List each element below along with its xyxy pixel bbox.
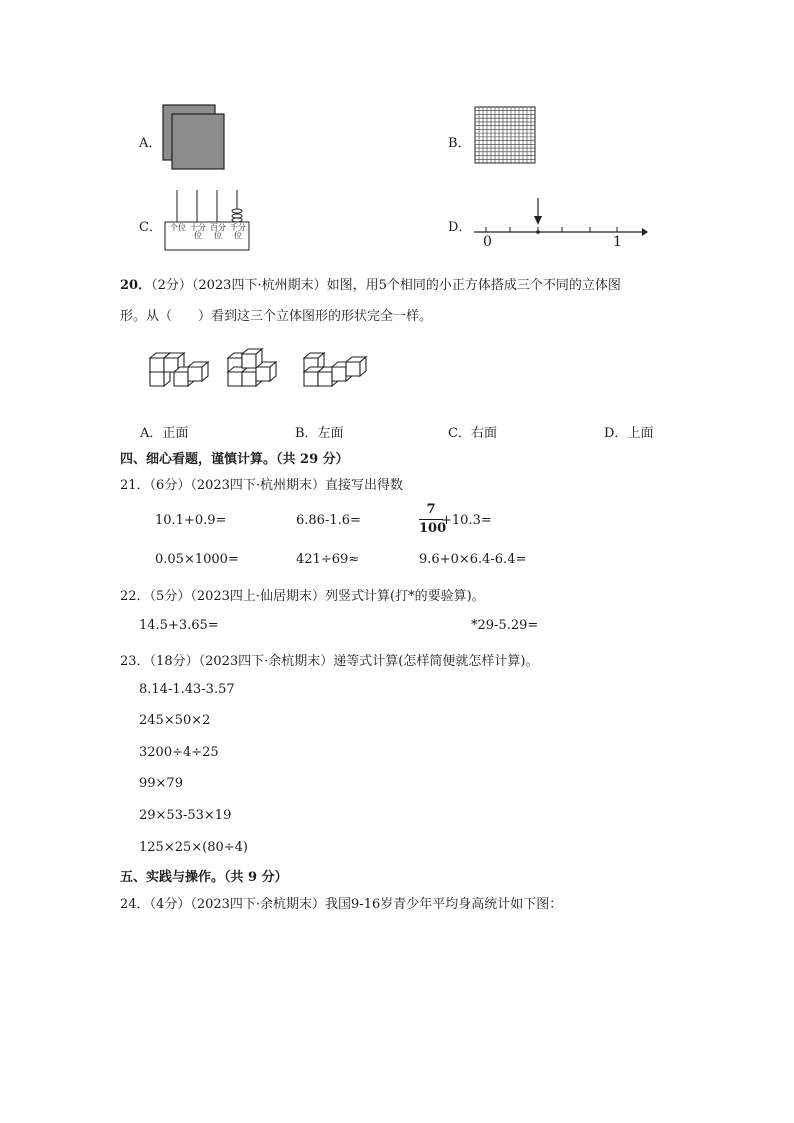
q20-text-line2: 形。从（ ）看到这三个立体图形的形状完全一样。 — [120, 309, 433, 324]
q21-item-2: 6.86-1.6= — [296, 513, 361, 528]
place-label-hundredths: 百分位 — [210, 223, 226, 240]
q20-text-line1: （2分）（2023四下·杭州期末）如图，用5个相同的小正方体搭成三个不同的立体图 — [151, 278, 621, 293]
q20-option-c[interactable]: C．右面 — [448, 426, 497, 441]
q23-header: 23．（18分）（2023四下·余杭期末）递等式计算(怎样简便就怎样计算)。 — [120, 654, 539, 669]
q20-option-a[interactable]: A．正面 — [140, 426, 189, 441]
cube — [188, 362, 208, 381]
option-a-label: A． — [139, 136, 162, 151]
number-line-zero: 0 — [483, 234, 492, 250]
place-label-ones: 个位 — [170, 223, 186, 232]
q24-header: 24．（4分）（2023四下·余杭期末）我国9-16岁青少年平均身高统计如下图： — [120, 897, 563, 912]
q22-item-1: 14.5+3.65= — [139, 618, 219, 633]
q23-item-2: 245×50×2 — [139, 713, 211, 728]
q21-fraction — [419, 502, 447, 537]
option-d-number-line — [472, 196, 648, 236]
q20-line1 — [120, 274, 621, 293]
q22-item-2: *29-5.29= — [471, 618, 539, 633]
q21-item-1: 10.1+0.9= — [155, 513, 227, 528]
q21-header: 21．（6分）（2023四下·杭州期末）直接写出得数 — [120, 478, 404, 493]
fraction-bar — [419, 519, 443, 520]
q20-option-b[interactable]: B．左面 — [295, 426, 344, 441]
option-b-grid-figure — [474, 106, 538, 166]
q21-item-4: 0.05×1000= — [155, 552, 239, 567]
q23-item-6: 125×25×(80÷4) — [139, 840, 248, 855]
q20-number: 20． — [120, 278, 152, 293]
option-a-squares-figure — [162, 104, 226, 170]
fraction-numerator: 7 — [426, 502, 436, 517]
cube — [242, 349, 262, 368]
q23-item-1: 8.14-1.43-3.57 — [139, 682, 235, 697]
q20-option-d[interactable]: D．上面 — [604, 426, 654, 441]
q23-item-5: 29×53-53×19 — [139, 808, 232, 823]
option-c-label: C． — [139, 220, 162, 235]
place-label-thousandths: 千分位 — [230, 223, 246, 240]
q21-item-6: 9.6+0×6.4-6.4= — [419, 552, 527, 567]
q23-item-3: 3200÷4÷25 — [139, 745, 219, 760]
option-b-label: B． — [448, 136, 471, 151]
q20-cube-figures — [140, 336, 380, 406]
section4-title: 四、细心看题，谨慎计算。（共 29 分） — [120, 452, 349, 467]
q21-item-5: 421÷69≈ — [296, 552, 360, 567]
number-line-one: 1 — [613, 234, 622, 250]
place-label-tenths: 十分位 — [190, 223, 206, 240]
cube — [346, 357, 366, 376]
section5-title: 五、实践与操作。（共 9 分） — [120, 870, 288, 885]
fraction-denominator: 100 — [419, 521, 447, 536]
q21-item-3-tail: +10.3= — [441, 513, 492, 528]
option-d-label: D． — [448, 220, 472, 235]
q23-item-4: 99×79 — [139, 776, 183, 791]
q22-header: 22．（5分）（2023四上·仙居期末）列竖式计算(打*的要验算)。 — [120, 589, 485, 604]
